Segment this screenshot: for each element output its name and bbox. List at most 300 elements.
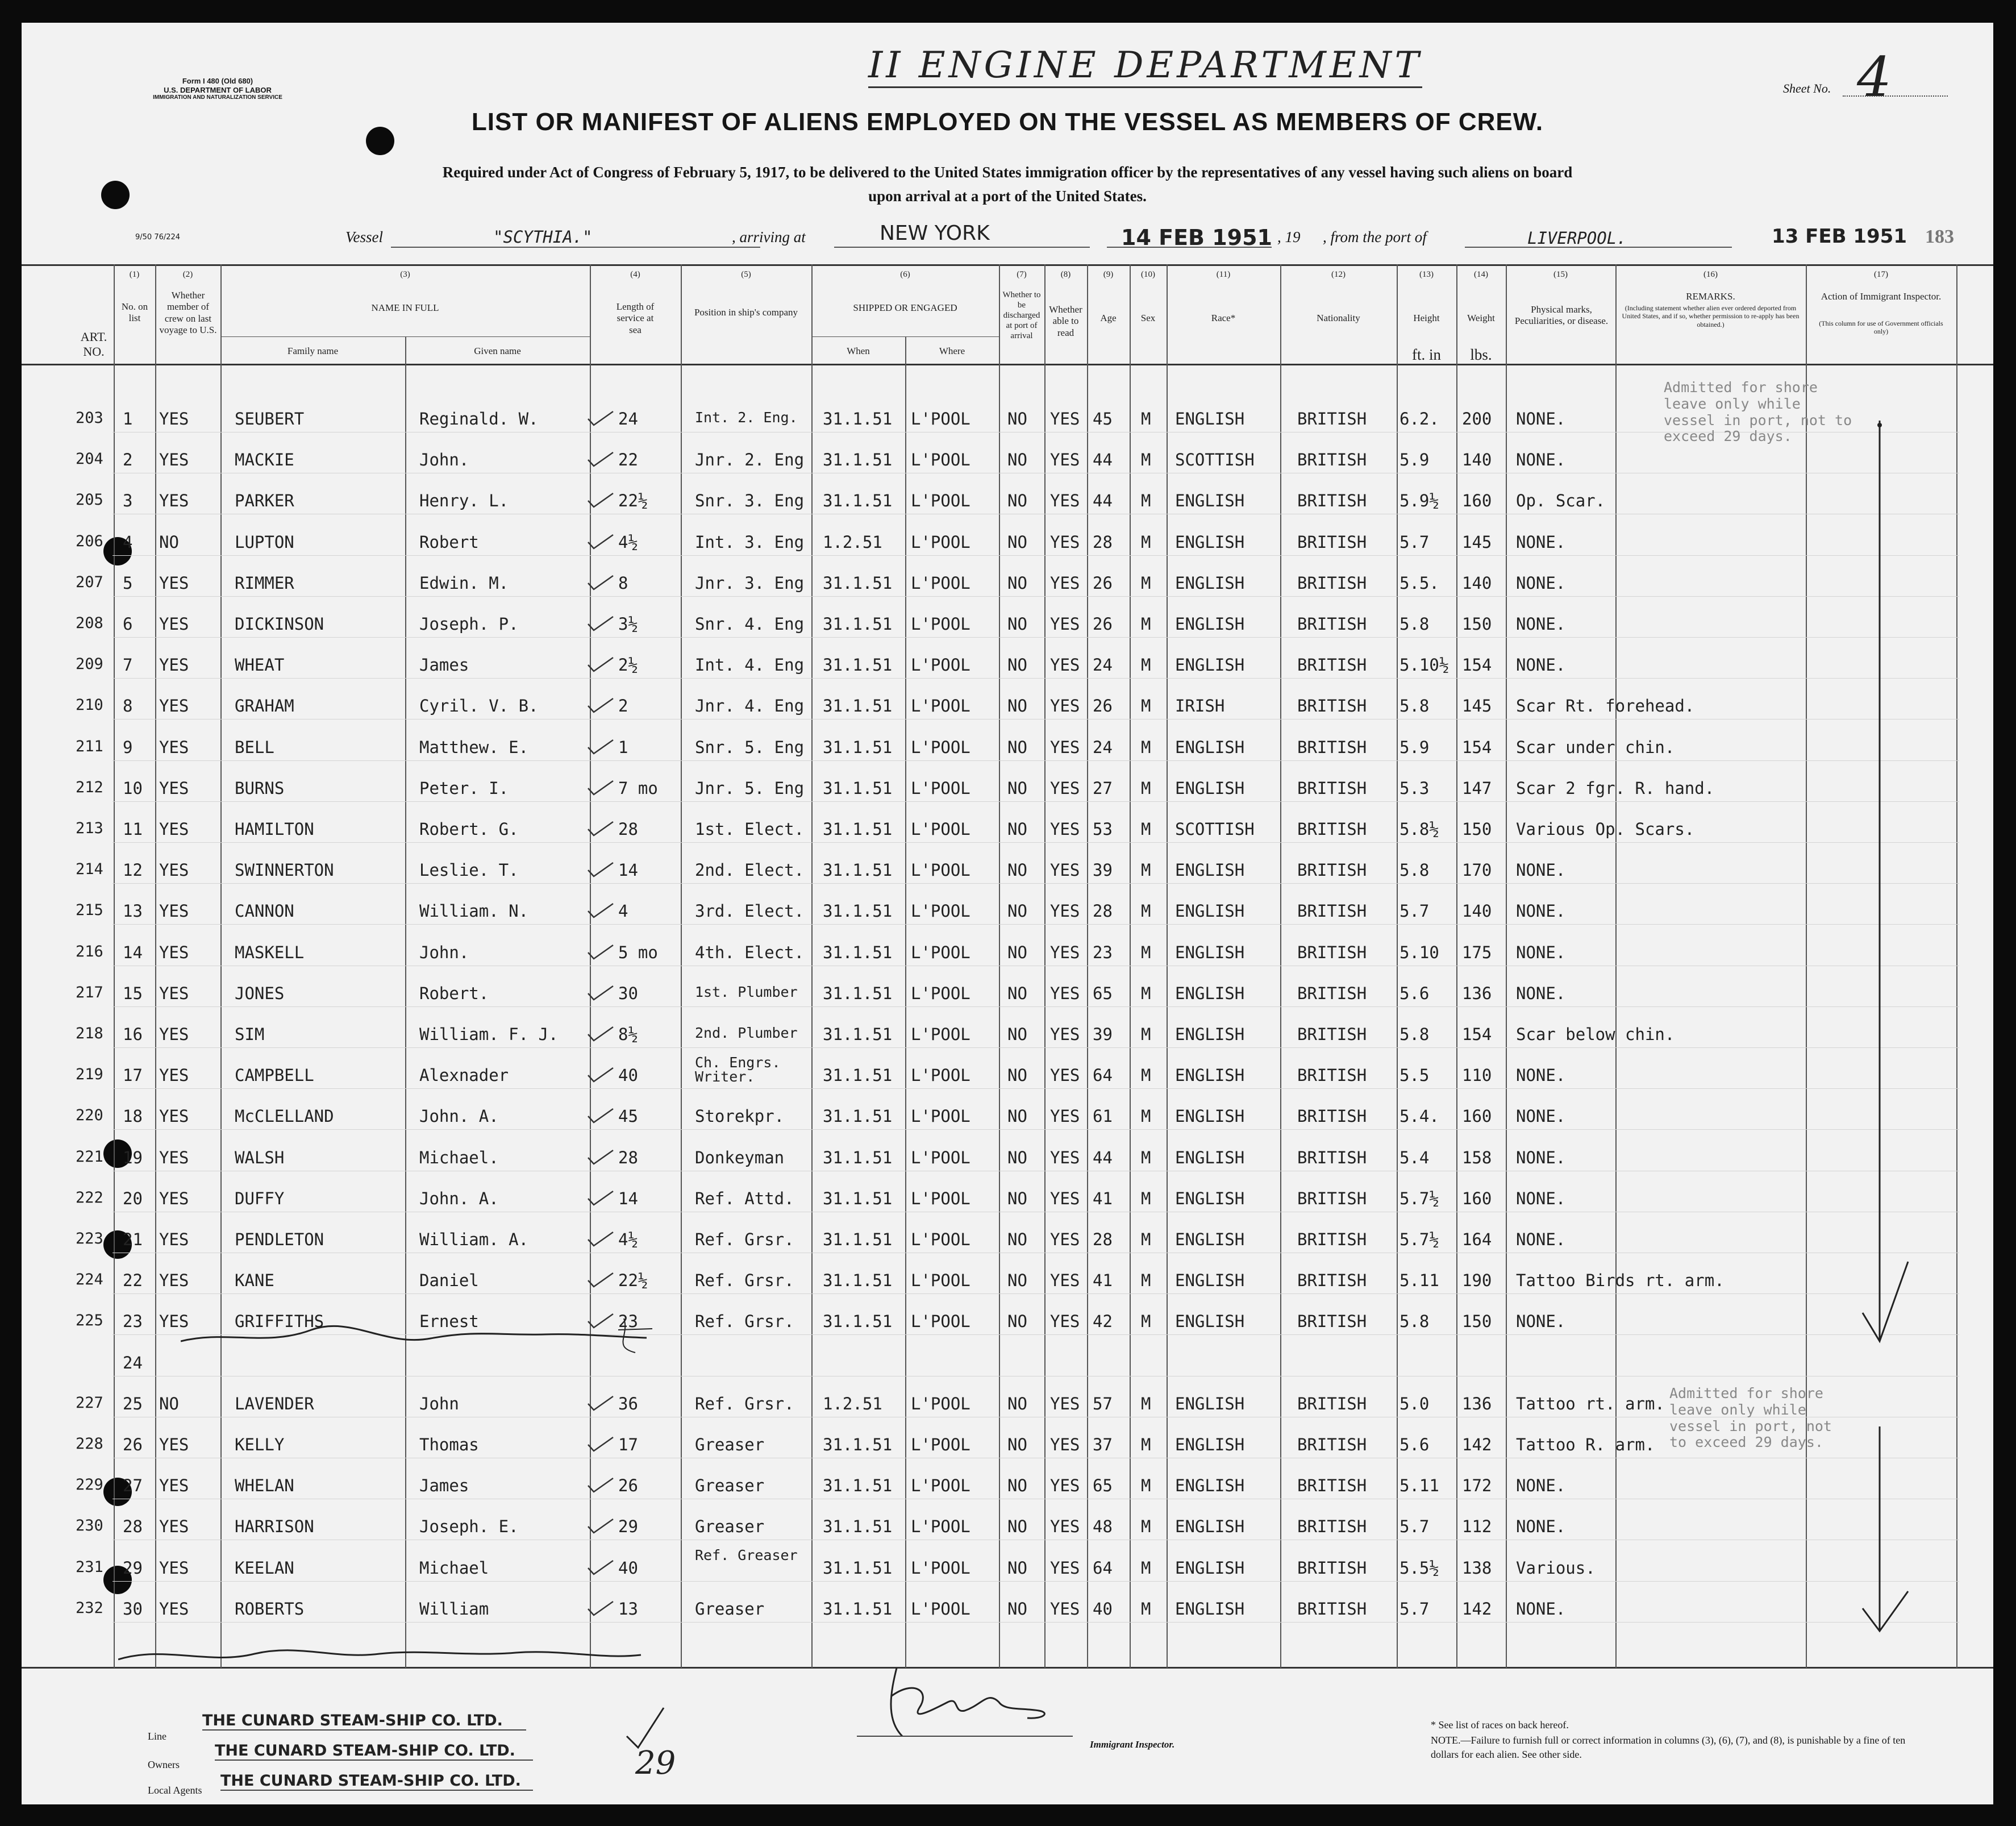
col-header-race: Race* — [1211, 313, 1236, 323]
cell-member-flag: YES — [159, 491, 189, 510]
cell-shipped-where: L'POOL — [911, 1025, 970, 1044]
cell-given-name: Robert. — [419, 984, 489, 1003]
arrival-date-stamp: 14 FEB 1951 — [1121, 225, 1272, 250]
table-row — [22, 820, 1953, 842]
cell-service-length: 4½ — [618, 533, 638, 552]
cell-nationality: BRITISH — [1297, 696, 1367, 716]
cell-age: 57 — [1093, 1394, 1113, 1413]
cell-read-flag: YES — [1050, 614, 1080, 634]
cell-weight: 154 — [1462, 655, 1492, 675]
cell-age: 26 — [1093, 614, 1113, 634]
table-row — [22, 984, 1953, 1006]
cell-read-flag: YES — [1050, 655, 1080, 675]
col-header-when: When — [847, 346, 870, 356]
cell-physical-marks: Tattoo R. arm. — [1516, 1435, 1655, 1454]
cell-weight: 175 — [1462, 943, 1492, 962]
cell-given-name: Leslie. T. — [419, 860, 519, 880]
cell-shipped-where: L'POOL — [911, 1148, 970, 1167]
cell-shipped-where: L'POOL — [911, 984, 970, 1003]
cell-discharged-flag: NO — [1007, 1107, 1027, 1126]
cell-physical-marks: NONE. — [1516, 655, 1566, 675]
cell-position: Int. 4. Eng — [695, 655, 805, 675]
table-row — [22, 1599, 1953, 1622]
cell-list-no: 23 — [123, 1312, 143, 1331]
cell-read-flag: YES — [1050, 533, 1080, 552]
cell-discharged-flag: NO — [1007, 1394, 1027, 1413]
cell-shipped-when: 31.1.51 — [823, 696, 893, 716]
cell-discharged-flag: NO — [1007, 820, 1027, 839]
cell-shipped-when: 31.1.51 — [823, 1517, 893, 1536]
cell-sex: M — [1141, 1066, 1151, 1085]
cell-height: 5.7 — [1399, 533, 1430, 552]
tick-mark — [587, 821, 615, 838]
cell-race: ENGLISH — [1175, 533, 1245, 552]
tick-mark — [587, 1272, 615, 1289]
sheet-number-line — [1843, 95, 1948, 97]
row-rule — [113, 924, 1959, 925]
cell-list-no: 26 — [123, 1435, 143, 1454]
cell-shipped-when: 31.1.51 — [823, 409, 893, 429]
cell-given-name: Joseph. P. — [419, 614, 519, 634]
cell-nationality: BRITISH — [1297, 984, 1367, 1003]
cell-shipped-when: 1.2.51 — [823, 533, 882, 552]
cell-weight: 200 — [1462, 409, 1492, 429]
cell-weight: 150 — [1462, 614, 1492, 634]
cell-height: 5.10 — [1399, 943, 1439, 962]
cell-height: 5.5. — [1399, 573, 1439, 593]
cell-race: ENGLISH — [1175, 1517, 1245, 1536]
cell-read-flag: YES — [1050, 491, 1080, 510]
cell-discharged-flag: NO — [1007, 409, 1027, 429]
cell-discharged-flag: NO — [1007, 1066, 1027, 1085]
cell-sex: M — [1141, 901, 1151, 921]
cell-sex: M — [1141, 1435, 1151, 1454]
cell-family-name: PARKER — [235, 491, 294, 510]
table-row — [22, 1517, 1953, 1540]
cell-service-length: 29 — [618, 1517, 638, 1536]
cell-sex: M — [1141, 1148, 1151, 1167]
cell-list-no: 15 — [123, 984, 143, 1003]
tick-mark — [587, 862, 615, 879]
col-number: (4) — [630, 270, 640, 279]
cell-service-length: 2½ — [618, 655, 638, 675]
cell-physical-marks: NONE. — [1516, 1066, 1566, 1085]
cell-service-length: 23 — [618, 1312, 638, 1331]
tick-mark — [587, 1477, 615, 1494]
cell-shipped-when: 31.1.51 — [823, 573, 893, 593]
cell-service-length: 22½ — [618, 1271, 648, 1290]
cell-list-no: 20 — [123, 1189, 143, 1208]
from-label: , from the port of — [1323, 228, 1427, 246]
cell-discharged-flag: NO — [1007, 696, 1027, 716]
cell-given-name: Thomas — [419, 1435, 479, 1454]
cell-read-flag: YES — [1050, 696, 1080, 716]
manifest-sheet — [22, 23, 1993, 1804]
cell-sex: M — [1141, 1394, 1151, 1413]
row-rule — [113, 1088, 1959, 1089]
cell-physical-marks: Various Op. Scars. — [1516, 820, 1695, 839]
cell-sex: M — [1141, 1271, 1151, 1290]
cell-age: 24 — [1093, 655, 1113, 675]
cell-sex: M — [1141, 820, 1151, 839]
cell-physical-marks: NONE. — [1516, 1312, 1566, 1331]
cell-given-name: Alexnader — [419, 1066, 509, 1085]
vessel-name: "SCYTHIA." — [493, 227, 593, 247]
cell-family-name: GRIFFITHS — [235, 1312, 324, 1331]
cell-read-flag: YES — [1050, 984, 1080, 1003]
cell-member-flag: YES — [159, 1189, 189, 1208]
cell-list-no: 14 — [123, 943, 143, 962]
cell-list-no: 3 — [123, 491, 133, 510]
row-rule — [113, 596, 1959, 597]
cell-read-flag: YES — [1050, 1435, 1080, 1454]
vessel-line — [345, 222, 1965, 256]
cell-list-no: 16 — [123, 1025, 143, 1044]
col-unit-weight: lbs. — [1470, 346, 1492, 363]
cell-shipped-where: L'POOL — [911, 409, 970, 429]
cell-given-name: Peter. I. — [419, 779, 509, 798]
owners-label: Owners — [148, 1759, 180, 1770]
arriving-underline — [834, 247, 1090, 248]
col-header-name: NAME IN FULL — [371, 302, 439, 313]
cell-shipped-when: 31.1.51 — [823, 901, 893, 921]
cell-member-flag: YES — [159, 1271, 189, 1290]
cell-race: ENGLISH — [1175, 901, 1245, 921]
col-number: (14) — [1474, 270, 1488, 279]
row-rule — [113, 1293, 1959, 1294]
cell-art-no: 217 — [76, 984, 103, 1001]
cell-sex: M — [1141, 696, 1151, 716]
cell-shipped-where: L'POOL — [911, 1558, 970, 1578]
cell-age: 39 — [1093, 860, 1113, 880]
cell-sex: M — [1141, 1189, 1151, 1208]
cell-sex: M — [1141, 943, 1151, 962]
cell-shipped-when: 31.1.51 — [823, 943, 893, 962]
cell-family-name: DUFFY — [235, 1189, 285, 1208]
tick-mark — [587, 615, 615, 633]
cell-height: 5.4. — [1399, 1107, 1439, 1126]
cell-weight: 142 — [1462, 1435, 1492, 1454]
cell-shipped-where: L'POOL — [911, 450, 970, 469]
cell-member-flag: YES — [159, 409, 189, 429]
cell-position: Jnr. 3. Eng — [695, 573, 805, 593]
cell-service-length: 7 mo — [618, 779, 658, 798]
cell-age: 48 — [1093, 1517, 1113, 1536]
tick-mark — [587, 1190, 615, 1207]
cell-shipped-when: 31.1.51 — [823, 1189, 893, 1208]
cell-position: Jnr. 4. Eng — [695, 696, 805, 716]
col-header-height: Height — [1413, 313, 1440, 323]
vessel-underline — [391, 247, 760, 248]
cell-race: SCOTTISH — [1175, 820, 1255, 839]
cell-height: 5.9½ — [1399, 491, 1439, 510]
table-row — [22, 533, 1953, 555]
cell-discharged-flag: NO — [1007, 984, 1027, 1003]
cell-weight: 140 — [1462, 901, 1492, 921]
tick-mark — [587, 656, 615, 673]
cell-family-name: WALSH — [235, 1148, 285, 1167]
tick-mark — [587, 780, 615, 797]
cell-shipped-where: L'POOL — [911, 943, 970, 962]
cell-family-name: HAMILTON — [235, 820, 314, 839]
cell-member-flag: YES — [159, 1066, 189, 1085]
cell-height: 5.9 — [1399, 738, 1430, 757]
cell-age: 44 — [1093, 491, 1113, 510]
col-unit-height: ft. in — [1412, 346, 1441, 363]
cell-discharged-flag: NO — [1007, 1271, 1027, 1290]
cell-art-no: 205 — [76, 491, 103, 509]
cell-age: 45 — [1093, 409, 1113, 429]
cell-weight: 158 — [1462, 1148, 1492, 1167]
cell-discharged-flag: NO — [1007, 533, 1027, 552]
cell-service-length: 24 — [618, 409, 638, 429]
cell-list-no: 10 — [123, 779, 143, 798]
end-of-list-scribble — [118, 1637, 857, 1671]
cell-position: 2nd. Plumber — [695, 1025, 798, 1041]
cell-age: 44 — [1093, 450, 1113, 469]
cell-physical-marks: Op. Scar. — [1516, 491, 1606, 510]
cell-weight: 140 — [1462, 450, 1492, 469]
cell-given-name: John. — [419, 450, 469, 469]
cell-art-no: 212 — [76, 779, 103, 796]
cell-family-name: WHELAN — [235, 1476, 294, 1495]
cell-read-flag: YES — [1050, 820, 1080, 839]
cell-family-name: RIMMER — [235, 573, 294, 593]
cell-age: 64 — [1093, 1066, 1113, 1085]
tick-mark — [587, 1436, 615, 1453]
cell-age: 39 — [1093, 1025, 1113, 1044]
cell-race: IRISH — [1175, 696, 1225, 716]
cell-position: Snr. 3. Eng — [695, 491, 805, 510]
cell-shipped-when: 31.1.51 — [823, 779, 893, 798]
cell-height: 5.6 — [1399, 1435, 1430, 1454]
tick-mark — [587, 451, 615, 468]
cell-list-no: 18 — [123, 1107, 143, 1126]
cell-list-no: 29 — [123, 1558, 143, 1578]
cell-weight: 145 — [1462, 533, 1492, 552]
cell-read-flag: YES — [1050, 1271, 1080, 1290]
cell-given-name: Michael. — [419, 1148, 499, 1167]
cell-family-name: KEELAN — [235, 1558, 294, 1578]
cell-height: 5.11 — [1399, 1476, 1439, 1495]
cell-race: ENGLISH — [1175, 943, 1245, 962]
cell-member-flag: NO — [159, 533, 179, 552]
cell-service-length: 26 — [618, 1476, 638, 1495]
tick-mark — [587, 492, 615, 509]
cell-shipped-where: L'POOL — [911, 860, 970, 880]
cell-member-flag: YES — [159, 1599, 189, 1619]
row-rule — [113, 760, 1959, 761]
tick-mark — [587, 1149, 615, 1166]
cell-discharged-flag: NO — [1007, 450, 1027, 469]
cell-position: Ref. Grsr. — [695, 1312, 794, 1331]
cell-shipped-where: L'POOL — [911, 1476, 970, 1495]
col-header-no-on-list: No. on list — [121, 301, 148, 324]
cell-position: Int. 3. Eng — [695, 533, 805, 552]
col-number: (12) — [1331, 270, 1346, 279]
cell-art-no: 208 — [76, 614, 103, 632]
cell-weight: 160 — [1462, 1107, 1492, 1126]
cell-art-no: 223 — [76, 1230, 103, 1247]
cell-weight: 112 — [1462, 1517, 1492, 1536]
cell-race: ENGLISH — [1175, 1476, 1245, 1495]
total-count: 29 — [635, 1745, 676, 1782]
cell-shipped-when: 31.1.51 — [823, 1066, 893, 1085]
cell-race: ENGLISH — [1175, 779, 1245, 798]
col-number: (16) — [1703, 270, 1718, 279]
row-rule — [113, 1581, 1959, 1582]
cell-age: 41 — [1093, 1189, 1113, 1208]
cell-shipped-when: 31.1.51 — [823, 1271, 893, 1290]
col-header-remarks: REMARKS. — [1686, 291, 1735, 302]
cell-shipped-when: 31.1.51 — [823, 491, 893, 510]
cell-physical-marks: NONE. — [1516, 1599, 1566, 1619]
cell-discharged-flag: NO — [1007, 1312, 1027, 1331]
cell-service-length: 40 — [618, 1066, 638, 1085]
cell-given-name: Matthew. E. — [419, 738, 529, 757]
cell-height: 5.3 — [1399, 779, 1430, 798]
cell-given-name: William. F. J. — [419, 1025, 559, 1044]
cell-discharged-flag: NO — [1007, 573, 1027, 593]
cell-read-flag: YES — [1050, 1148, 1080, 1167]
cell-discharged-flag: NO — [1007, 1025, 1027, 1044]
line-label: Line — [148, 1731, 166, 1742]
cell-height: 5.7 — [1399, 901, 1430, 921]
cell-list-no: 7 — [123, 655, 133, 675]
cell-race: ENGLISH — [1175, 655, 1245, 675]
cell-age: 61 — [1093, 1107, 1113, 1126]
form-line: U.S. DEPARTMENT OF LABOR — [164, 85, 272, 94]
cell-service-length: 28 — [618, 1148, 638, 1167]
cell-given-name: Cyril. V. B. — [419, 696, 539, 716]
cell-weight: 147 — [1462, 779, 1492, 798]
cell-read-flag: YES — [1050, 943, 1080, 962]
table-row — [22, 614, 1953, 637]
col-number: (11) — [1216, 270, 1231, 279]
cell-service-length: 5 mo — [618, 943, 658, 962]
cell-member-flag: YES — [159, 1476, 189, 1495]
cell-list-no: 9 — [123, 738, 133, 757]
cell-sex: M — [1141, 1476, 1151, 1495]
cell-shipped-when: 31.1.51 — [823, 1599, 893, 1619]
cell-physical-marks: Tattoo Birds rt. arm. — [1516, 1271, 1725, 1290]
cell-art-no: 204 — [76, 450, 103, 468]
cell-height: 5.11 — [1399, 1271, 1439, 1290]
col-header-weight: Weight — [1467, 313, 1495, 323]
cell-art-no: 210 — [76, 696, 103, 714]
page-subtitle-2: upon arrival at a port of the United States. — [868, 188, 1147, 205]
cell-given-name: Michael — [419, 1558, 489, 1578]
cell-list-no: 11 — [123, 820, 143, 839]
cell-read-flag: YES — [1050, 1025, 1080, 1044]
cell-nationality: BRITISH — [1297, 533, 1367, 552]
cell-nationality: BRITISH — [1297, 1107, 1367, 1126]
cell-height: 5.8 — [1399, 614, 1430, 634]
cell-shipped-when: 31.1.51 — [823, 1312, 893, 1331]
cell-sex: M — [1141, 738, 1151, 757]
arriving-port: NEW YORK — [880, 222, 990, 245]
cell-art-no: 225 — [76, 1312, 103, 1329]
cell-member-flag: YES — [159, 1025, 189, 1044]
cell-nationality: BRITISH — [1297, 1066, 1367, 1085]
cell-position: Snr. 4. Eng — [695, 614, 805, 634]
cell-family-name: WHEAT — [235, 655, 285, 675]
cell-position: Int. 2. Eng. — [695, 409, 798, 426]
cell-given-name: William. A. — [419, 1230, 529, 1249]
cell-discharged-flag: NO — [1007, 1599, 1027, 1619]
cell-service-length: 3½ — [618, 614, 638, 634]
cell-member-flag: YES — [159, 860, 189, 880]
cell-family-name: KANE — [235, 1271, 274, 1290]
cell-read-flag: YES — [1050, 779, 1080, 798]
col-header-nationality: Nationality — [1317, 313, 1360, 323]
cell-weight: 150 — [1462, 1312, 1492, 1331]
form-code: 9/50 76/224 — [135, 233, 181, 242]
col-header-sex: Sex — [1140, 313, 1156, 323]
row-rule — [113, 842, 1959, 843]
cell-sex: M — [1141, 1025, 1151, 1044]
row-rule — [113, 883, 1959, 884]
sheet-number: 4 — [1857, 45, 1892, 109]
cell-discharged-flag: NO — [1007, 943, 1027, 962]
cell-member-flag: YES — [159, 1107, 189, 1126]
table-row — [22, 1435, 1953, 1458]
cell-art-no: 224 — [76, 1271, 103, 1288]
table-row — [22, 901, 1953, 924]
cell-service-length: 8½ — [618, 1025, 638, 1044]
cell-weight: 145 — [1462, 696, 1492, 716]
cell-nationality: BRITISH — [1297, 1312, 1367, 1331]
cell-shipped-when: 31.1.51 — [823, 860, 893, 880]
cell-discharged-flag: NO — [1007, 1435, 1027, 1454]
cell-service-length: 28 — [618, 820, 638, 839]
cell-shipped-where: L'POOL — [911, 1107, 970, 1126]
cell-race: ENGLISH — [1175, 1271, 1245, 1290]
cell-sex: M — [1141, 1107, 1151, 1126]
cell-family-name: ROBERTS — [235, 1599, 305, 1619]
departure-date-stamp: 13 FEB 1951 — [1772, 225, 1907, 248]
cell-race: SCOTTISH — [1175, 450, 1255, 469]
tick-mark — [587, 534, 615, 551]
cell-nationality: BRITISH — [1297, 1394, 1367, 1413]
cell-sex: M — [1141, 984, 1151, 1003]
cell-list-no: 27 — [123, 1476, 143, 1495]
table-row — [22, 1271, 1953, 1293]
remark-note-shore-leave-2: Admitted for shore leave only while vessel in port, not to exceed 29 days. — [1669, 1385, 1832, 1451]
cell-physical-marks: NONE. — [1516, 1189, 1566, 1208]
cell-height: 5.8 — [1399, 1025, 1430, 1044]
cell-member-flag: YES — [159, 738, 189, 757]
cell-list-no: 5 — [123, 573, 133, 593]
cell-physical-marks: NONE. — [1516, 450, 1566, 469]
cell-art-no: 222 — [76, 1189, 103, 1207]
cell-race: ENGLISH — [1175, 860, 1245, 880]
cell-shipped-where: L'POOL — [911, 1189, 970, 1208]
page-title: LIST OR MANIFEST OF ALIENS EMPLOYED ON THE VESSEL AS MEMBERS OF CREW. — [471, 108, 1544, 136]
cell-shipped-where: L'POOL — [911, 1599, 970, 1619]
cell-read-flag: YES — [1050, 1476, 1080, 1495]
cell-age: 64 — [1093, 1558, 1113, 1578]
cell-physical-marks: NONE. — [1516, 533, 1566, 552]
cell-nationality: BRITISH — [1297, 1435, 1367, 1454]
col-number: (8) — [1060, 270, 1071, 279]
table-row — [22, 1107, 1953, 1129]
tick-mark — [587, 410, 615, 427]
cell-read-flag: YES — [1050, 409, 1080, 429]
cell-position: Jnr. 2. Eng — [695, 450, 805, 469]
cell-height: 5.7½ — [1399, 1230, 1439, 1249]
cell-position: Greaser — [695, 1435, 765, 1454]
